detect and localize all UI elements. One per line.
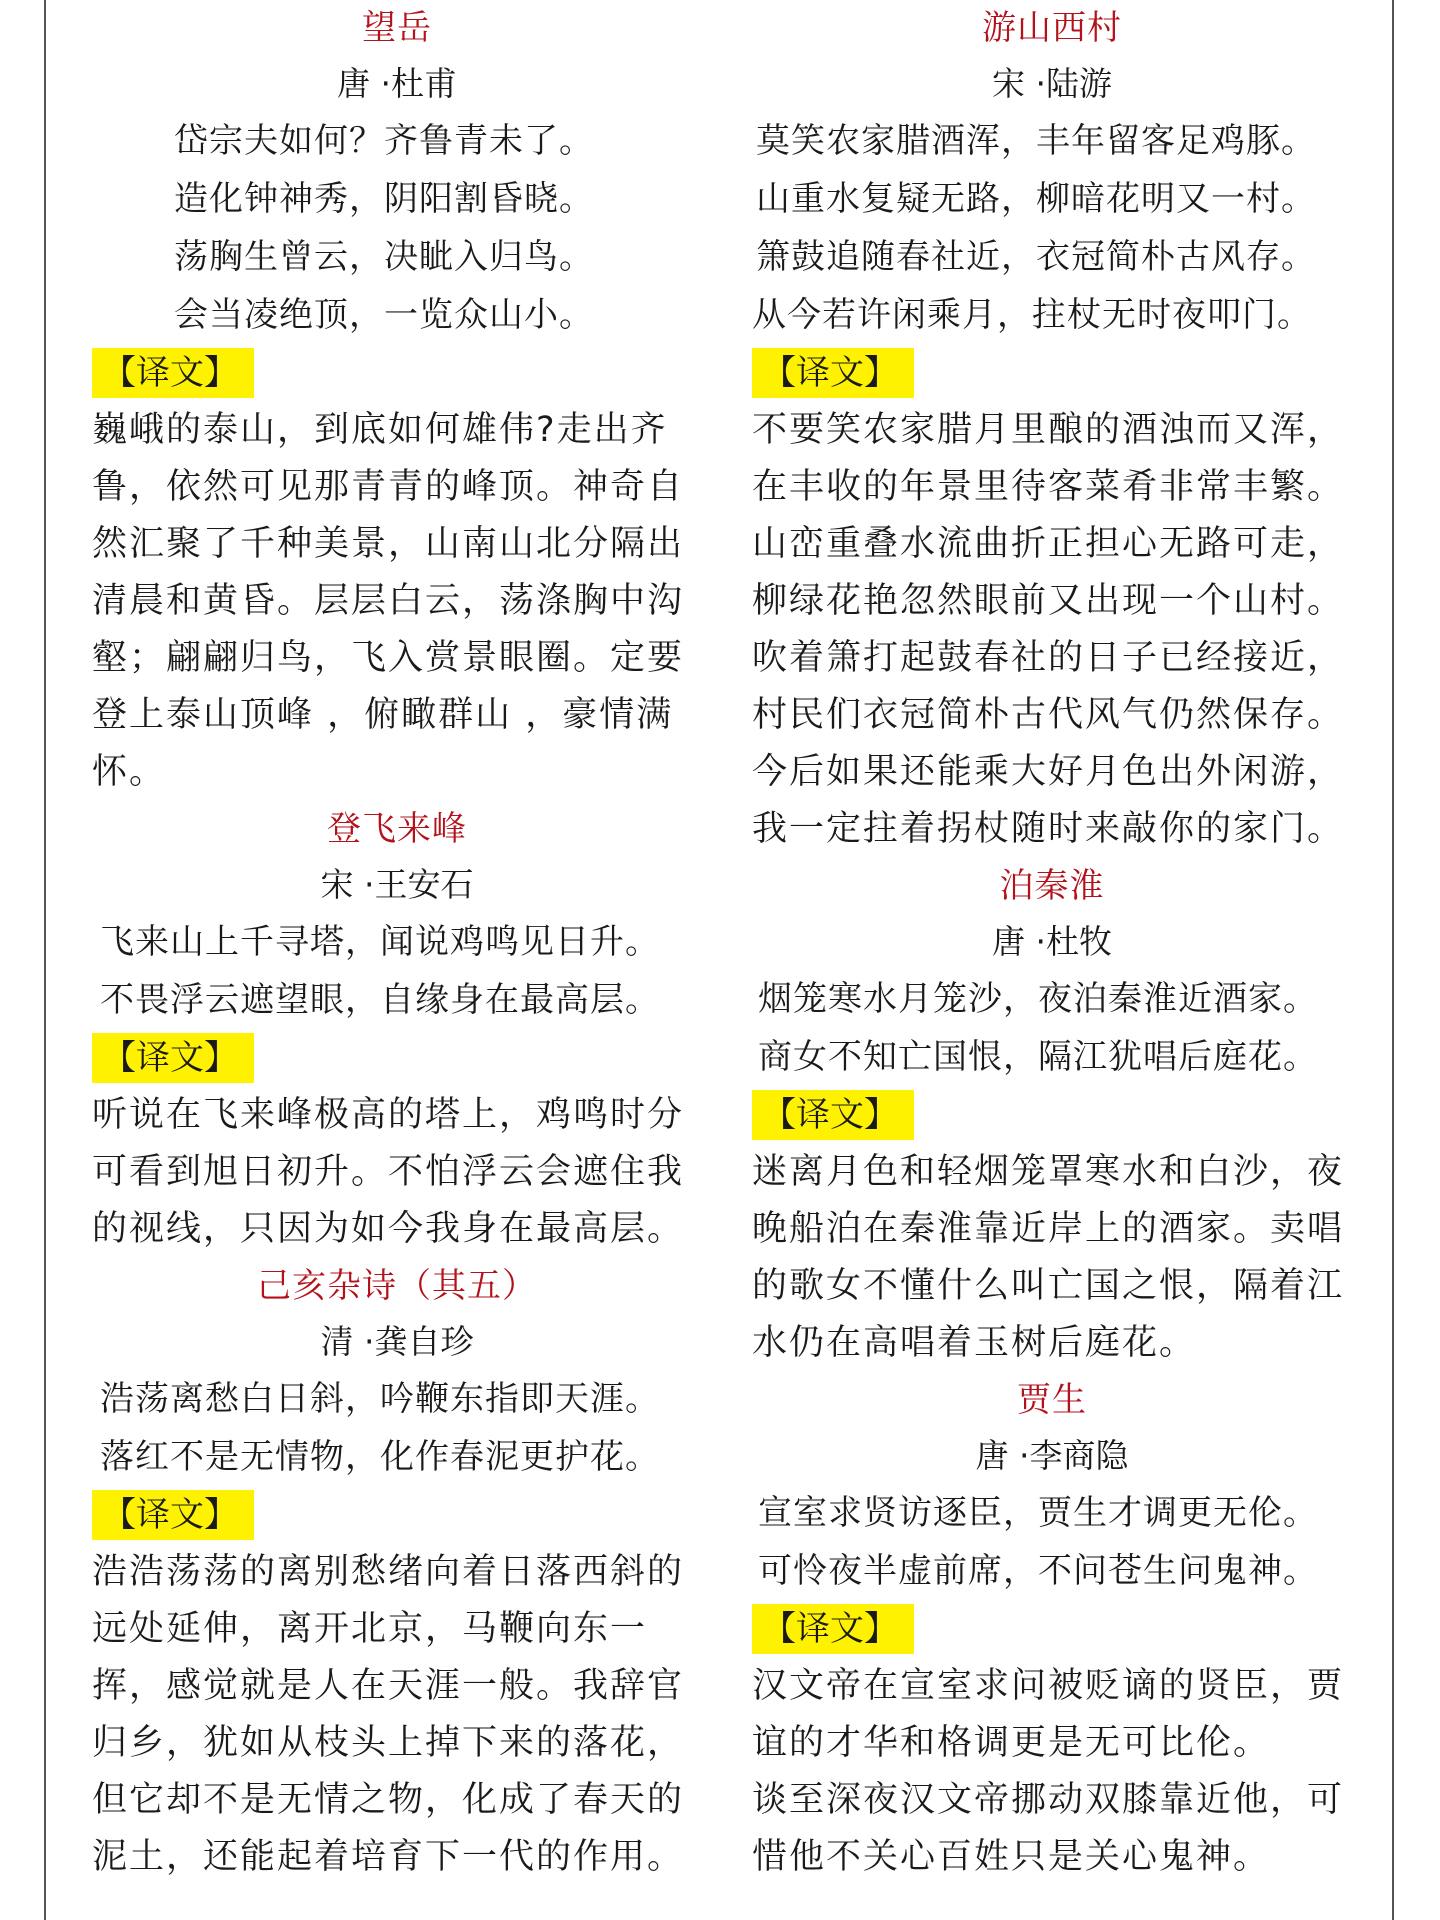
poem-line: 会当凌绝顶，一览众山小。 [174, 295, 594, 335]
translation-tag: 【译文】 [752, 348, 914, 398]
translation-line: 巍峨的泰山，到底如何雄伟?走出齐 [92, 410, 668, 450]
translation-line: 山峦重叠水流曲折正担心无路可走， [752, 524, 1345, 564]
translation-line: 然汇聚了千种美景，山南山北分隔出 [92, 524, 685, 564]
poem-title: 己亥杂诗（其五） [257, 1266, 537, 1306]
poem-boqinhuai [752, 858, 1352, 1372]
poem-author: 唐 ·李商隐 [975, 1436, 1129, 1475]
translation-tag: 【译文】 [92, 1033, 254, 1083]
translation-line: 的视线，只因为如今我身在最高层。 [92, 1209, 685, 1249]
translation-line: 今后如果还能乘大好月色出外闲游， [752, 752, 1345, 792]
translation-line: 登上泰山顶峰 ，俯瞰群山 ，豪情满 [92, 695, 674, 735]
poem-dengfeilaifeng [92, 801, 702, 1258]
poem-title: 贾生 [1017, 1380, 1087, 1420]
poem-author: 唐 ·杜甫 [337, 64, 457, 103]
poem-line: 从今若许闲乘月，拄杖无时夜叩门。 [752, 295, 1312, 335]
poem-line: 飞来山上千寻塔，闻说鸡鸣见日升。 [100, 922, 660, 962]
translation-line: 可看到旭日初升。不怕浮云会遮住我 [92, 1152, 685, 1192]
poem-line: 商女不知亡国恨，隔江犹唱后庭花。 [758, 1037, 1318, 1077]
poem-line: 莫笑农家腊酒浑，丰年留客足鸡豚。 [756, 121, 1316, 161]
translation-line: 谊的才华和格调更是无可比伦。 [752, 1723, 1271, 1763]
poem-youshanxicun [752, 0, 1352, 858]
poem-title: 望岳 [362, 8, 432, 48]
translation-line: 泥土，还能起着培育下一代的作用。 [92, 1837, 685, 1877]
poem-line: 不畏浮云遮望眼，自缘身在最高层。 [100, 980, 660, 1020]
translation-line: 惜他不关心百姓只是关心鬼神。 [752, 1837, 1271, 1877]
translation-line: 我一定拄着拐杖随时来敲你的家门。 [752, 809, 1345, 849]
translation-line: 鲁，依然可见那青青的峰顶。神奇自 [92, 467, 685, 507]
poem-line: 落红不是无情物，化作春泥更护花。 [100, 1437, 660, 1477]
poem-title: 泊秦淮 [999, 866, 1105, 906]
translation-line: 归乡，犹如从枝头上掉下来的落花， [92, 1723, 685, 1763]
poem-title: 游山西村 [982, 8, 1122, 48]
poem-jiasheng [752, 1372, 1352, 1886]
translation-tag: 【译文】 [752, 1604, 914, 1654]
translation-line: 在丰收的年景里待客菜肴非常丰繁。 [752, 467, 1345, 507]
translation-line: 的歌女不懂什么叫亡国之恨，隔着江 [752, 1266, 1345, 1306]
right-column [752, 0, 1352, 1886]
translation-line: 水仍在高唱着玉树后庭花。 [752, 1323, 1197, 1363]
poem-line: 造化钟神秀，阴阳割昏晓。 [174, 179, 594, 219]
translation-line: 但它却不是无情之物，化成了春天的 [92, 1780, 685, 1820]
poem-jihaizashi [92, 1258, 702, 1886]
poem-title: 登飞来峰 [327, 809, 467, 849]
left-column [92, 0, 702, 1886]
translation-tag: 【译文】 [752, 1090, 914, 1140]
poem-author: 宋 ·陆游 [992, 64, 1112, 103]
translation-line: 不要笑农家腊月里酿的酒浊而又浑， [752, 410, 1345, 450]
translation-line: 汉文帝在宣室求问被贬谪的贤臣，贾 [752, 1666, 1345, 1706]
translation-tag: 【译文】 [92, 348, 254, 398]
translation-line: 柳绿花艳忽然眼前又出现一个山村。 [752, 581, 1345, 621]
poem-line: 岱宗夫如何？齐鲁青未了。 [174, 121, 594, 161]
page-border-right [1392, 0, 1394, 1920]
poem-author: 唐 ·杜牧 [992, 922, 1112, 961]
page-border-left [44, 0, 46, 1920]
poem-line: 浩荡离愁白日斜，吟鞭东指即天涯。 [100, 1379, 660, 1419]
translation-line: 浩浩荡荡的离别愁绪向着日落西斜的 [92, 1552, 685, 1592]
poem-line: 宣室求贤访逐臣，贾生才调更无伦。 [758, 1493, 1318, 1533]
poem-line: 可怜夜半虚前席，不问苍生问鬼神。 [758, 1551, 1318, 1591]
translation-tag: 【译文】 [92, 1490, 254, 1540]
translation-line: 远处延伸，离开北京，马鞭向东一 [92, 1609, 648, 1649]
poem-line: 箫鼓追随春社近，衣冠简朴古风存。 [756, 237, 1316, 277]
translation-line: 吹着箫打起鼓春社的日子已经接近， [752, 638, 1345, 678]
translation-line: 怀。 [92, 752, 167, 792]
translation-line: 谈至深夜汉文帝挪动双膝靠近他，可 [752, 1780, 1345, 1820]
translation-line: 挥，感觉就是人在天涯一般。我辞官 [92, 1666, 685, 1706]
translation-line: 村民们衣冠简朴古代风气仍然保存。 [752, 695, 1345, 735]
translation-line: 清晨和黄昏。层层白云，荡涤胸中沟 [92, 581, 685, 621]
translation-line: 晚船泊在秦淮靠近岸上的酒家。卖唱 [752, 1209, 1345, 1249]
translation-line: 迷离月色和轻烟笼罩寒水和白沙，夜 [752, 1152, 1345, 1192]
poem-wangyue [92, 0, 702, 801]
poem-line: 荡胸生曾云，决眦入归鸟。 [174, 237, 594, 277]
translation-line: 听说在飞来峰极高的塔上，鸡鸣时分 [92, 1095, 685, 1135]
poem-author: 清 ·龚自珍 [320, 1322, 474, 1361]
poem-author: 宋 ·王安石 [320, 865, 474, 904]
poem-line: 山重水复疑无路，柳暗花明又一村。 [756, 179, 1316, 219]
poem-line: 烟笼寒水月笼沙，夜泊秦淮近酒家。 [758, 979, 1318, 1019]
translation-line: 壑；翩翩归鸟，飞入赏景眼圈。定要 [92, 638, 685, 678]
